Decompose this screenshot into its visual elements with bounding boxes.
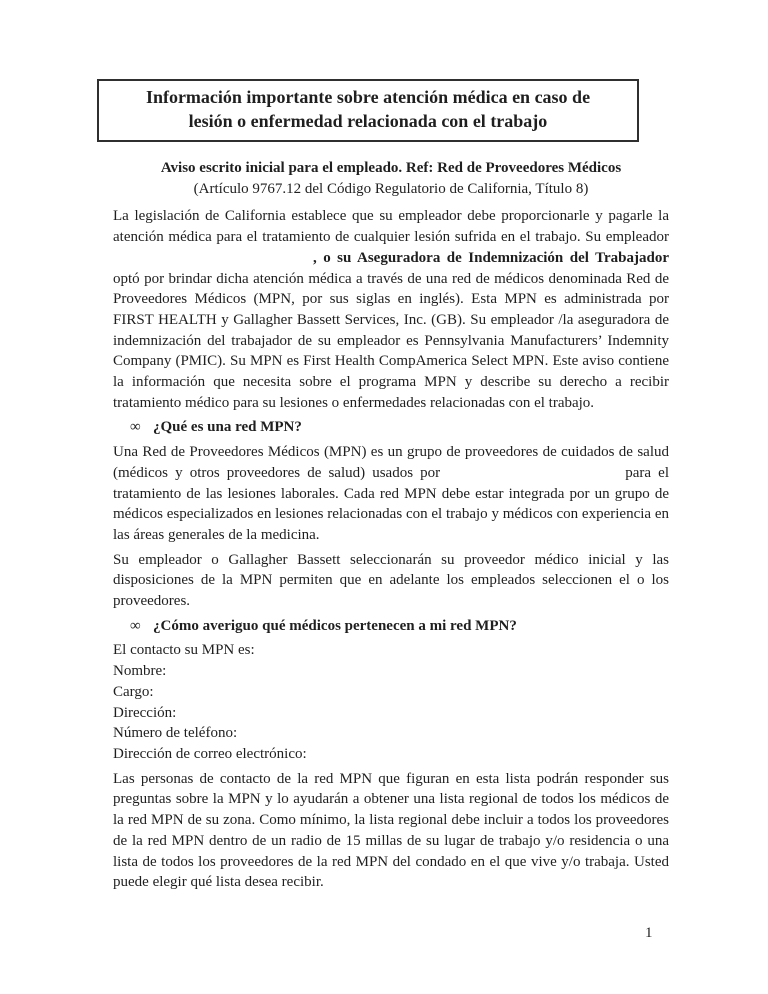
employer-name-blank [113, 261, 313, 262]
insurer-bold-text: , o su Aseguradora de Indemnización del Trabajador [313, 249, 669, 266]
infinity-bullet-icon: ∞ [130, 419, 141, 436]
section-heading-text: ¿Qué es una red MPN? [153, 419, 302, 436]
contact-field-cargo: Cargo: [113, 683, 154, 700]
intro-text-before-blank: La legislación de California establece que su empleador debe proporcionarle y pagarle la atención médica para el tratamiento de cualquier lesión sufrida en el trabajo. Su empleador [113, 208, 669, 246]
contact-field-telefono: Número de teléfono: [113, 725, 238, 742]
page-number: 1 [645, 925, 653, 941]
notice-header-line-1: Aviso escrito inicial para el empleado. Ref: Red de Proveedores Médicos [160, 160, 622, 176]
provider-selection-paragraph: Su empleador o Gallagher Bassett seleccionarán su proveedor médico inicial y las disposiciones de la MPN permiten que en adelante los empleados seleccionen el o los proveedores. [113, 551, 669, 610]
contact-field-correo: Dirección de correo electrónico: [113, 745, 307, 762]
title-line-2: lesión o enfermedad relacionada con el trabajo [188, 111, 548, 131]
title-box [97, 79, 639, 142]
mpn-contact-block [113, 640, 669, 764]
contact-intro-line: El contacto su MPN es: [113, 642, 255, 659]
intro-text-after-bold: optó por brindar dicha atención médica a través de una red de médicos denominada Red de Proveedores Médicos (MPN, por sus siglas en inglés). Esta MPN es administrada por FIRST HEALTH y Gallagher Bassett Services, Inc. (GB). Su empleador /la aseguradora de indemnización del trabajador de su empleador es Pennsylvania Manufacturers’ Indemnity Company (PMIC). Su MPN es First Health CompAmerica Select MPN. Este aviso contiene la información que necesita sobre el programa MPN y describe su derecho a recibir tratamiento médico para su lesiones o enfermedades relacionadas con el trabajo. [113, 270, 669, 411]
contact-list-paragraph: Las personas de contacto de la red MPN que figuran en esta lista podrán responder sus preguntas sobre la MPN y lo ayudarán a obtener una lista regional de todos los médicos de la red MPN de su zona. Como mínimo, la lista regional debe incluir a todos los proveedores de la red MPN dentro de un radio de 15 millas de su lugar de trabajo y/o residencia o una lista de todos los proveedores de la red MPN del condado en el que vive y/o trabaja. Usted puede elegir qué lista desea recibir. [113, 770, 669, 891]
intro-paragraph [113, 206, 669, 413]
document-content [113, 0, 669, 893]
section-heading-what-is-mpn [113, 417, 669, 438]
mpn-definition-paragraph [113, 442, 669, 546]
definition-text-before-blank: Una Red de Proveedores Médicos (MPN) es un grupo de proveedores de cuidados de salud (médicos y otros proveedores de salud) usados por [113, 444, 669, 481]
contact-field-direccion: Dirección: [113, 704, 177, 721]
section-heading-text: ¿Cómo averiguo qué médicos pertenecen a mi red MPN? [153, 617, 517, 634]
infinity-bullet-icon: ∞ [130, 617, 141, 634]
title-line-1: Información importante sobre atención médica en caso de [145, 87, 591, 107]
notice-header-line-2: (Artículo 9767.12 del Código Regulatorio de California, Título 8) [193, 180, 589, 197]
notice-header [113, 158, 669, 199]
contact-field-nombre: Nombre: [113, 663, 167, 680]
section-heading-find-doctors [113, 616, 669, 637]
definition-text-after-blank: para el tratamiento de las lesiones laborales. Cada red MPN debe estar integrada por un grupo de médicos especializados en lesiones relacionadas con el trabajo y médicos con experiencia en las áreas generales de la medicina. [113, 464, 670, 543]
employer-user-blank [440, 476, 618, 477]
